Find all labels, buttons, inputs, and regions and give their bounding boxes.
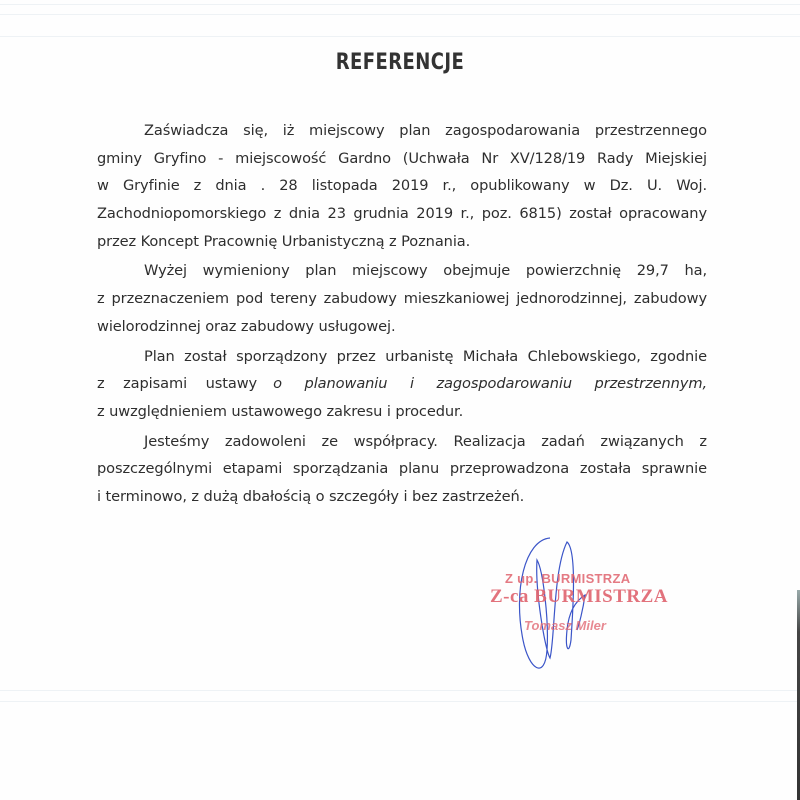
scan-artifact — [0, 36, 800, 37]
text-line: z uwzględnieniem ustawowego zakresu i procedur. — [97, 402, 464, 420]
text-segment: z zapisami ustawy — [97, 375, 258, 393]
paragraph-2 — [97, 257, 707, 340]
paragraph-3 — [97, 343, 707, 426]
text-line: w Gryfinie z dnia . 28 listopada 2019 r., opublikowany w Dz. U. Woj. — [97, 177, 707, 195]
text-line: wielorodzinnej oraz zabudowy usługowej. — [97, 317, 396, 335]
scan-artifact — [0, 701, 800, 702]
text-line: Jesteśmy zadowoleni ze współpracy. Realizacja zadań związanych z — [144, 432, 707, 450]
text-line: gminy Gryfino - miejscowość Gardno (Uchwała Nr XV/128/19 Rady Miejskiej — [97, 149, 707, 167]
document-body — [97, 117, 707, 513]
text-line: Zachodniopomorskiego z dnia 23 grudnia 2019 r., poz. 6815) został opracowany — [97, 205, 707, 223]
stamp-title-line: Z-ca BURMISTRZA — [490, 586, 668, 607]
paragraph-1 — [97, 117, 707, 255]
stamp-authority-line: Z up. BURMISTRZA — [505, 571, 631, 586]
stamp-signatory-name: Tomasz Miler — [524, 618, 606, 633]
text-line: i terminowo, z dużą dbałością o szczegóły i bez zastrzeżeń. — [97, 487, 525, 505]
text-line: poszczególnymi etapami sporządzania planu przeprowadzona została sprawnie — [97, 460, 707, 478]
document-title: REFERENCJE — [335, 50, 465, 75]
scan-artifact — [0, 14, 800, 15]
text-line: z przeznaczeniem pod tereny zabudowy mieszkaniowej jednorodzinnej, zabudowy — [97, 290, 707, 308]
paragraph-4 — [97, 428, 707, 511]
text-line: przez Koncept Pracownię Urbanistyczną z Poznania. — [97, 232, 471, 250]
text-line: Zaświadcza się, iż miejscowy plan zagospodarowania przestrzennego — [144, 122, 707, 139]
scan-artifact — [0, 690, 800, 691]
law-title-italic: o planowaniu i zagospodarowaniu przestrzennym, — [273, 375, 707, 393]
text-line: Plan został sporządzony przez urbanistę Michała Chlebowskiego, zgodnie — [144, 347, 707, 365]
text-line — [97, 370, 707, 398]
scan-artifact — [0, 4, 800, 5]
text-line: Wyżej wymieniony plan miejscowy obejmuje powierzchnię 29,7 ha, — [144, 262, 707, 280]
